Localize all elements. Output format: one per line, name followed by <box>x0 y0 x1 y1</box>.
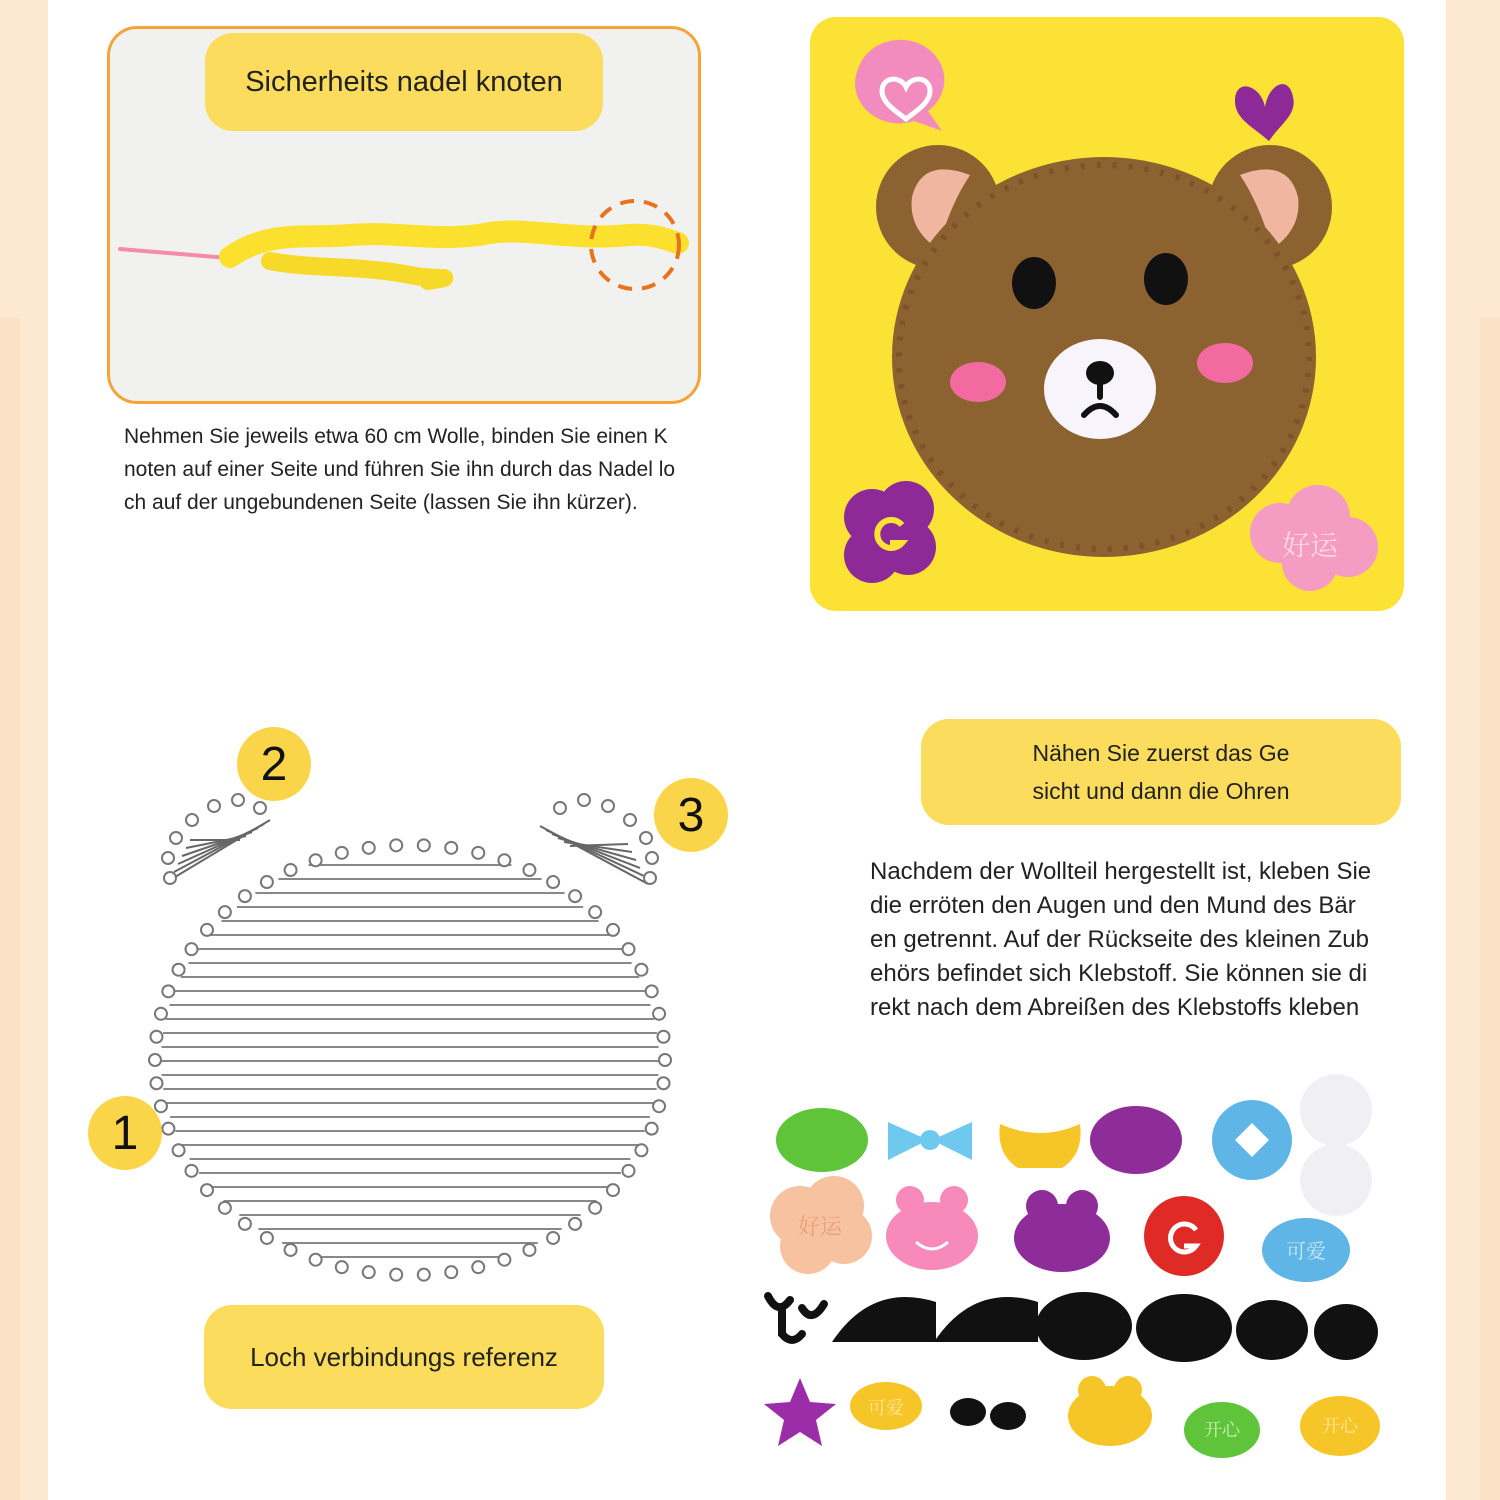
bear-artwork <box>810 17 1404 611</box>
lace-hole <box>622 1165 634 1177</box>
coin-sticker <box>1212 1100 1292 1180</box>
lace-hole <box>635 1144 647 1156</box>
lace-hole <box>285 1244 297 1256</box>
lace-hole <box>498 1254 510 1266</box>
ear-hole <box>232 794 244 806</box>
lace-hole <box>173 1144 185 1156</box>
lace-hole <box>622 943 634 955</box>
ear-hole <box>644 872 656 884</box>
yarn-strand <box>230 231 678 257</box>
peach-cloud-sticker-text: 好运 <box>797 1215 843 1240</box>
purple-frog-sticker <box>1014 1190 1110 1272</box>
lace-hole <box>390 839 402 851</box>
lace-hole <box>547 876 559 888</box>
lace-hole <box>646 1123 658 1135</box>
black-eye-large-1 <box>1036 1292 1132 1360</box>
ear-hole <box>162 852 174 864</box>
lace-hole <box>261 876 273 888</box>
finished-bear-card <box>810 17 1404 611</box>
lace-hole <box>285 864 297 876</box>
flower-sticker-icon <box>844 481 936 583</box>
lace-hole <box>219 906 231 918</box>
lace-hole <box>336 847 348 859</box>
lace-hole <box>149 1054 161 1066</box>
black-eyebrow-right <box>934 1297 1038 1342</box>
gold-ingot-sticker <box>999 1124 1080 1168</box>
lace-hole <box>607 924 619 936</box>
ear-hole <box>624 814 636 826</box>
black-eyebrow-left <box>832 1297 936 1342</box>
left-edge-strip <box>0 318 20 1500</box>
lace-hole <box>569 1218 581 1230</box>
ear-hole <box>164 872 176 884</box>
lace-hole <box>658 1077 670 1089</box>
lace-hole <box>569 890 581 902</box>
ear-hole <box>578 794 590 806</box>
lace-hole <box>607 1184 619 1196</box>
ear-hole <box>602 800 614 812</box>
purple-star-sticker <box>764 1378 836 1446</box>
lace-hole <box>186 943 198 955</box>
lace-hole <box>150 1031 162 1043</box>
lace-hole <box>261 1232 273 1244</box>
lace-lines <box>161 820 659 1257</box>
hole-reference-label: Loch verbindungs referenz <box>204 1305 604 1409</box>
lace-hole <box>310 1254 322 1266</box>
sewing-order-description: Nachdem der Wollteil hergestellt ist, kleben Sie die erröten den Augen und den Mund des Bär en getrennt. Auf der Rückseite des kleinen Zub ehörs befindet sich Klebstoff. Sie können sie di rekt nach dem Abreißen des Klebstoffs kleben <box>870 858 1372 1021</box>
lace-hole <box>336 1261 348 1273</box>
blue-oval-sticker-text: 可爱 <box>1286 1239 1326 1263</box>
bear-left-cheek <box>950 362 1006 402</box>
lace-hole <box>162 985 174 997</box>
cloud-sticker-text: 好运 <box>1281 529 1339 562</box>
lace-hole <box>162 1123 174 1135</box>
ear-hole <box>208 800 220 812</box>
knot-step-title: Sicherheits nadel knoten <box>205 33 603 131</box>
purple-heart-icon <box>1235 84 1294 141</box>
lace-hole <box>363 1266 375 1278</box>
black-dot-right <box>990 1402 1026 1430</box>
bow-sticker <box>888 1122 972 1160</box>
lace-hole <box>150 1077 162 1089</box>
yarn-strand-loose <box>270 261 444 281</box>
hole-connection-diagram <box>140 760 700 1320</box>
red-flower-sticker <box>1144 1196 1224 1276</box>
lace-hole <box>445 1266 457 1278</box>
lace-hole <box>239 890 251 902</box>
lace-hole <box>646 985 658 997</box>
lace-hole <box>418 1269 430 1281</box>
lace-hole <box>635 964 647 976</box>
lace-hole <box>219 1202 231 1214</box>
lace-hole <box>310 854 322 866</box>
bear-left-eye <box>1012 257 1056 309</box>
lace-hole <box>498 854 510 866</box>
lace-hole <box>418 839 430 851</box>
white-circle-sticker-bottom <box>1300 1144 1372 1216</box>
lace-hole <box>173 964 185 976</box>
lace-hole <box>472 847 484 859</box>
ear-hole <box>554 802 566 814</box>
lace-hole <box>658 1031 670 1043</box>
step-number-badge-3: 3 <box>654 778 728 852</box>
lace-hole <box>155 1008 167 1020</box>
right-edge-strip <box>1480 318 1500 1500</box>
lace-hole <box>390 1269 402 1281</box>
hole-dots <box>149 794 671 1281</box>
lace-hole <box>201 924 213 936</box>
felt-sticker-parts <box>760 1060 1400 1480</box>
green-oval-sticker-text: 开心 <box>1204 1420 1240 1441</box>
bear-right-cheek <box>1197 343 1253 383</box>
lace-hole <box>201 1184 213 1196</box>
lace-hole <box>523 864 535 876</box>
lace-hole <box>589 1202 601 1214</box>
black-dot-left <box>950 1398 986 1426</box>
step-number-badge-1: 1 <box>88 1096 162 1170</box>
lace-hole <box>523 1244 535 1256</box>
black-eye-small <box>1314 1304 1378 1360</box>
black-mouth-piece <box>768 1296 824 1340</box>
step-number-badge-2: 2 <box>237 727 311 801</box>
ear-hole <box>646 852 658 864</box>
bear-right-eye <box>1144 253 1188 305</box>
white-circle-sticker-top <box>1300 1074 1372 1146</box>
lace-hole <box>472 1261 484 1273</box>
ear-hole <box>186 814 198 826</box>
lace-hole <box>547 1232 559 1244</box>
lace-hole <box>186 1165 198 1177</box>
lace-hole <box>659 1054 671 1066</box>
lace-hole <box>155 1100 167 1112</box>
black-eye-large-2 <box>1136 1294 1232 1362</box>
ear-hole <box>254 802 266 814</box>
lace-hole <box>653 1100 665 1112</box>
lace-hole <box>363 842 375 854</box>
yellow-oval-sticker-text: 可爱 <box>868 1398 904 1419</box>
lace-hole <box>653 1008 665 1020</box>
knot-step-description: Nehmen Sie jeweils etwa 60 cm Wolle, binden Sie einen K noten auf einer Seite und führen Sie ihn durch das Nadel lo ch auf der ungebundenen Seite (lassen Sie ihn kürzer). <box>124 425 676 514</box>
ear-hole <box>170 832 182 844</box>
ear-hole <box>640 832 652 844</box>
gold-oval-sticker-text: 开心 <box>1322 1416 1358 1437</box>
pink-bunny-sticker <box>886 1186 978 1270</box>
sewing-order-label: Nähen Sie zuerst das Ge sicht und dann die Ohren <box>921 719 1401 825</box>
lace-hole <box>445 842 457 854</box>
black-eye-medium <box>1236 1300 1308 1360</box>
green-cloud-sticker <box>776 1108 868 1172</box>
yellow-frog-sticker <box>1068 1376 1152 1446</box>
lace-hole <box>589 906 601 918</box>
lace-hole <box>239 1218 251 1230</box>
purple-oval-sticker <box>1090 1106 1182 1174</box>
